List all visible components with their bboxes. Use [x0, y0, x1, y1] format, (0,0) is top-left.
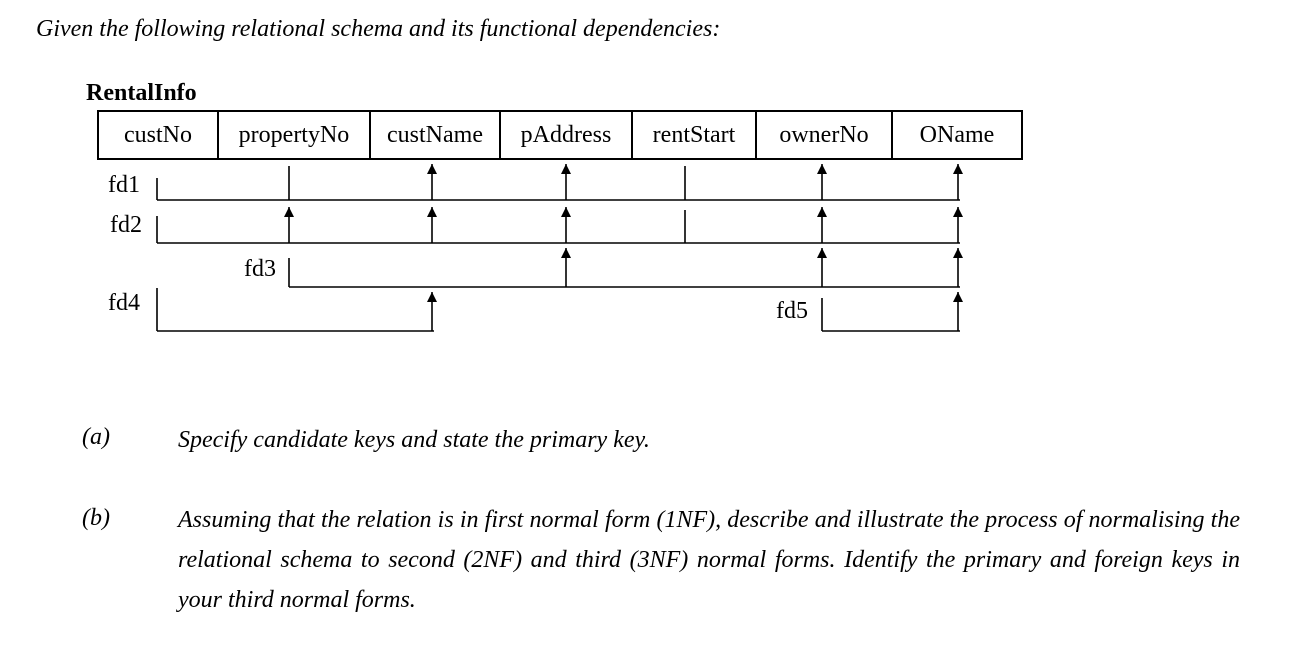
fd2-label: fd2 [110, 212, 142, 238]
intro-text: Given the following relational schema and its functional dependencies: [36, 16, 721, 42]
question-b-label: (b) [82, 505, 110, 531]
question-b-text: Assuming that the relation is in first normal form (1NF), describe and illustrate the process of normalising the relational schema to second (2NF) and third (3NF) normal forms. Identify the primary and foreign keys in your third normal forms. [178, 507, 1240, 613]
fd1-lines [157, 164, 960, 200]
question-a-text: Specify candidate keys and state the primary key. [178, 427, 650, 453]
attribute-custName: custName [371, 112, 501, 158]
fd3-label: fd3 [244, 256, 276, 282]
attribute-pAddress: pAddress [501, 112, 633, 158]
fd1-label: fd1 [108, 172, 140, 198]
fd4-lines [157, 288, 434, 331]
attribute-rentStart: rentStart [633, 112, 757, 158]
fd3-lines [289, 248, 960, 287]
fd5-lines [822, 292, 960, 331]
attribute-custNo: custNo [99, 112, 219, 158]
fd5-label: fd5 [776, 298, 808, 324]
relation-name: RentalInfo [86, 80, 197, 106]
question-a-label: (a) [82, 424, 110, 450]
attribute-OName: OName [919, 121, 995, 148]
attribute-propertyNo: propertyNo [219, 112, 371, 158]
attribute-ownerNo: ownerNo [757, 112, 893, 158]
fd4-label: fd4 [108, 290, 140, 316]
fd2-lines [157, 207, 960, 243]
